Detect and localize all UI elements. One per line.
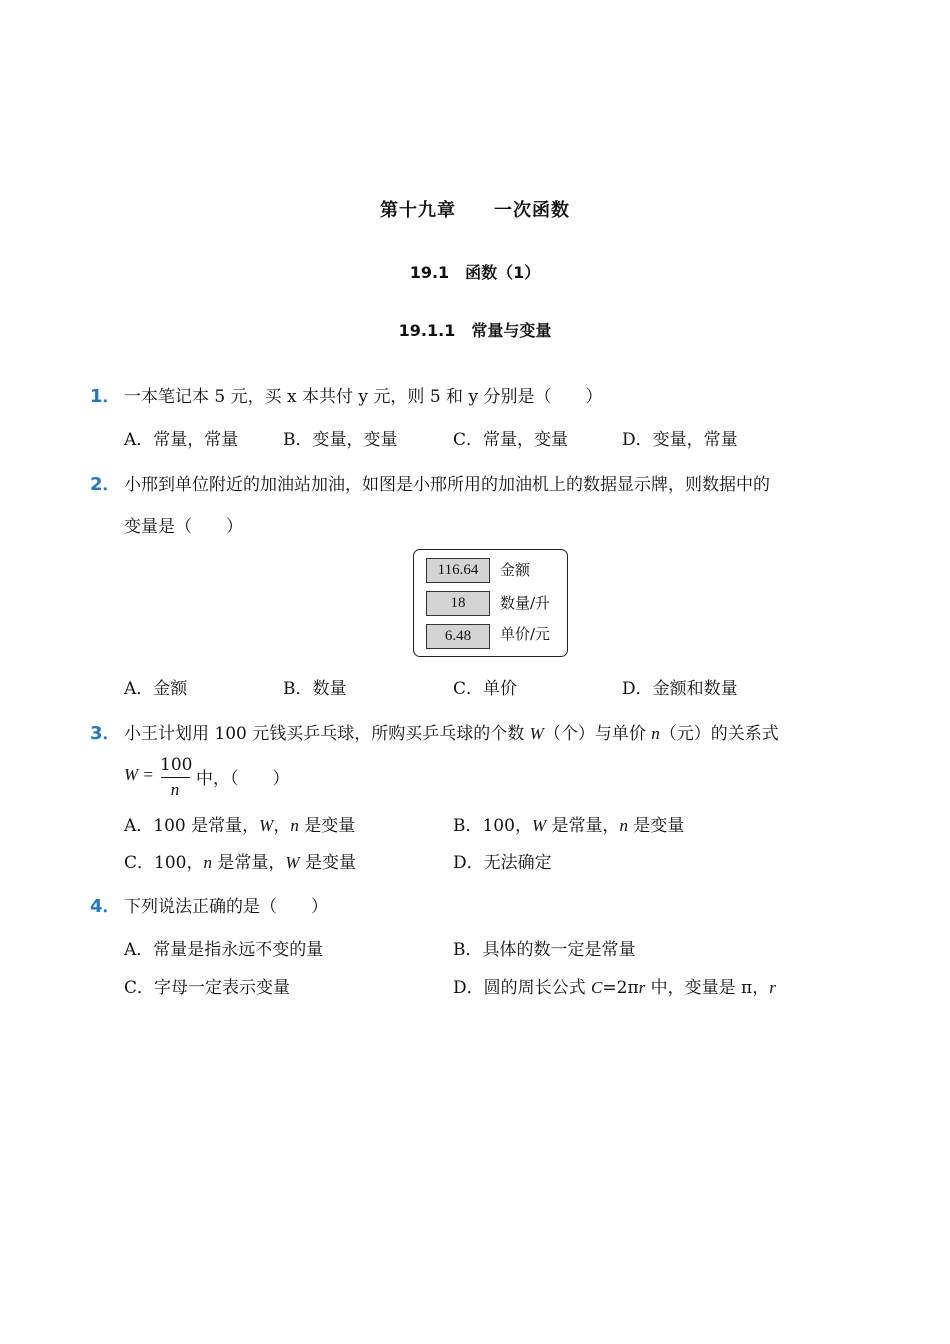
- amount-label: 金额: [500, 561, 531, 579]
- question-4-text: 下列说法正确的是（ ）: [124, 897, 328, 917]
- fuel-display-board: [413, 549, 568, 657]
- question-2-option-b: B．数量: [283, 679, 347, 699]
- quantity-value: 18: [426, 591, 490, 616]
- question-4-option-b: B．具体的数一定是常量: [453, 940, 636, 960]
- question-1-option-c: C．常量，变量: [453, 430, 569, 450]
- formula-lhs: W =: [124, 765, 154, 784]
- amount-value: 116.64: [426, 558, 490, 583]
- question-2-text-line2: 变量是（ ）: [124, 517, 243, 537]
- unit-price-label: 单价/元: [500, 625, 551, 643]
- question-3-option-b: B．100，W 是常量，n 是变量: [453, 816, 685, 836]
- question-2-option-c: C．单价: [453, 679, 518, 699]
- question-4-number: 4．: [90, 896, 121, 917]
- section-title: 19.1 函数（1）: [409, 263, 541, 282]
- fraction-bar: [161, 777, 190, 778]
- question-3-number: 3．: [90, 723, 121, 744]
- question-2-option-a: A．金额: [124, 679, 188, 699]
- question-3-option-d: D．无法确定: [453, 853, 552, 873]
- subsection-title: 19.1.1 常量与变量: [398, 321, 552, 340]
- question-2-option-d: D．金额和数量: [622, 679, 738, 699]
- question-3-option-a: A．100 是常量，W，n 是变量: [124, 816, 356, 836]
- question-4-option-a: A．常量是指永远不变的量: [124, 940, 324, 960]
- question-1-number: 1．: [90, 386, 121, 407]
- formula-numerator: 100: [160, 755, 193, 775]
- question-2-number: 2．: [90, 474, 121, 495]
- formula-denominator: n: [170, 780, 180, 799]
- chapter-title: 第十九章 一次函数: [380, 200, 570, 221]
- question-1-text: 一本笔记本 5 元，买 x 本共付 y 元，则 5 和 y 分别是（ ）: [124, 387, 603, 407]
- unit-price-value: 6.48: [426, 624, 490, 649]
- formula-tail: 中，（ ）: [196, 769, 290, 789]
- question-2-text-line1: 小邢到单位附近的加油站加油，如图是小邢所用的加油机上的数据显示牌，则数据中的: [124, 475, 770, 495]
- question-1-option-b: B．变量，变量: [283, 430, 398, 450]
- question-4-option-c: C．字母一定表示变量: [124, 978, 291, 998]
- question-1-option-a: A．常量，常量: [124, 430, 239, 450]
- question-3-text-line1: 小王计划用 100 元钱买乒乓球，所购买乒乓球的个数 W（个）与单价 n（元）的关系式: [124, 724, 779, 744]
- question-4-option-d: D．圆的周长公式 C=2πr 中，变量是 π，r: [453, 978, 776, 998]
- question-3-option-c: C．100，n 是常量，W 是变量: [124, 853, 356, 873]
- question-1-option-d: D．变量，常量: [622, 430, 738, 450]
- quantity-label: 数量/升: [500, 594, 551, 612]
